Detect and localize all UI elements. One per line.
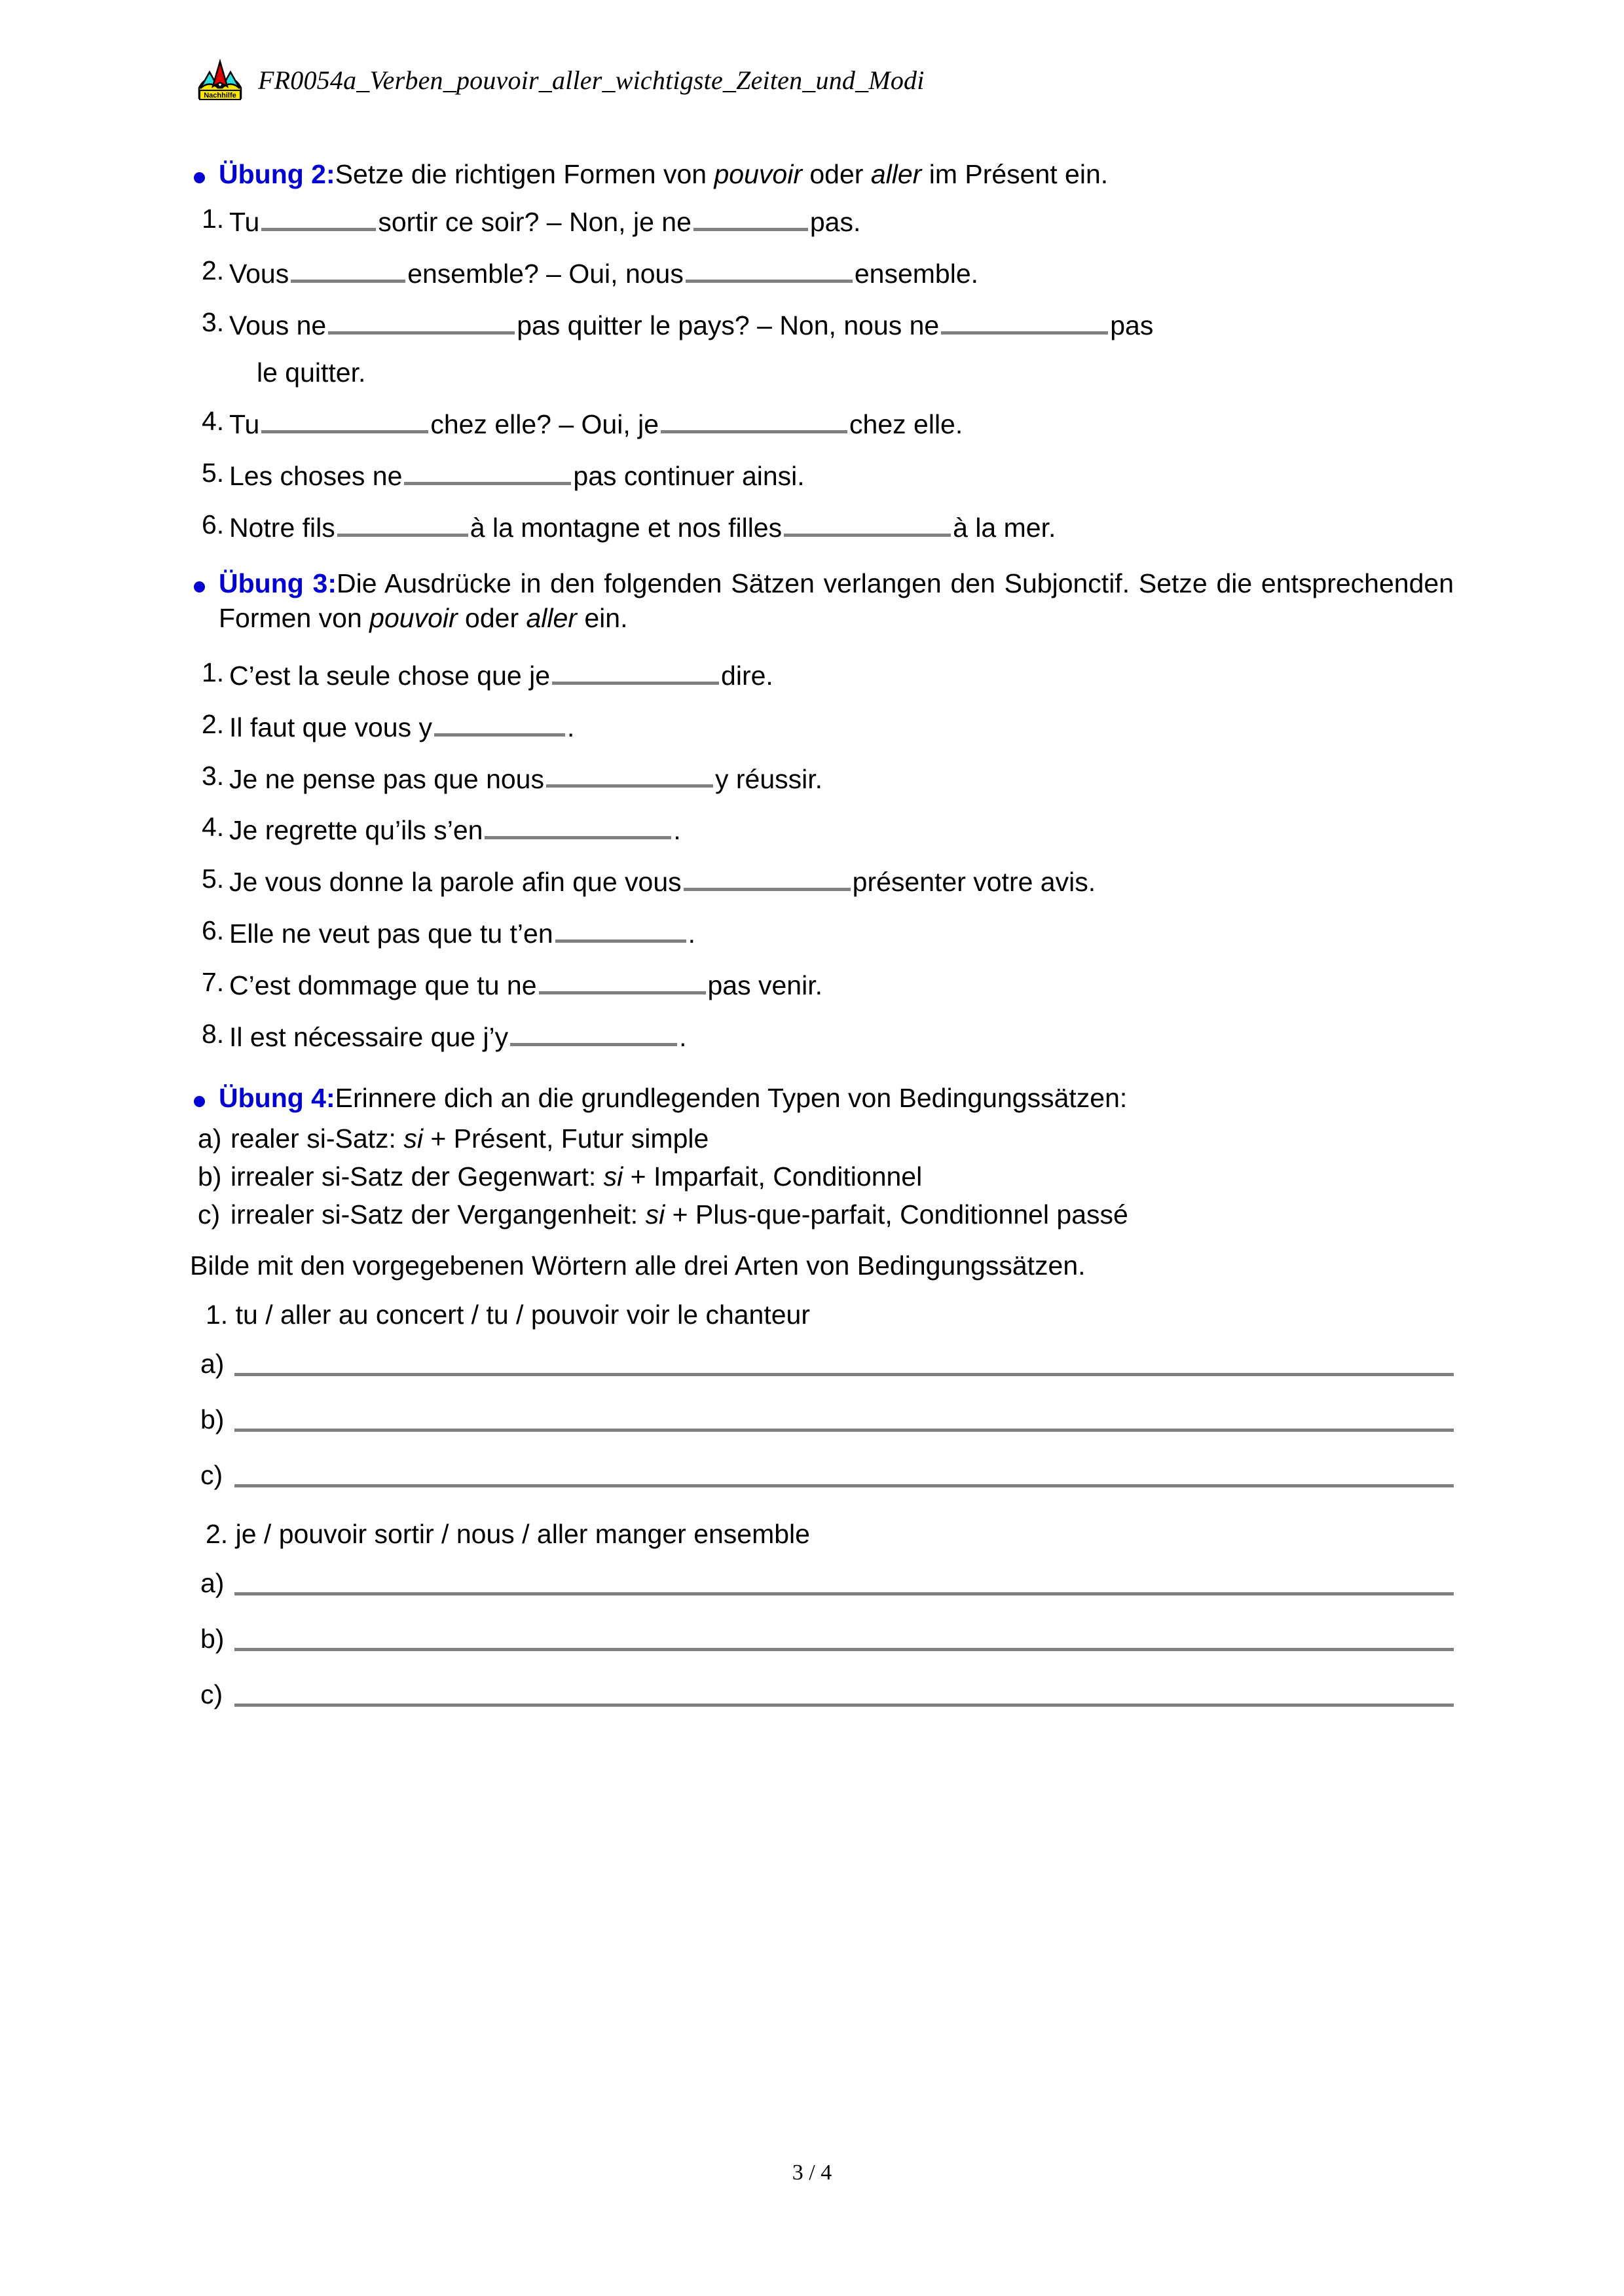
item-text-a: C’est dommage que tu ne	[229, 970, 537, 1001]
exercise-2-italic-1: pouvoir	[714, 159, 802, 189]
bullet-icon	[194, 172, 205, 183]
item-text-a: Tu	[229, 409, 260, 440]
type-text-after: + Imparfait, Conditionnel	[623, 1161, 923, 1192]
item-text-c: pas	[1110, 310, 1154, 341]
item-text-a: Tu	[229, 207, 260, 238]
item-text-c: à la mer.	[953, 513, 1056, 543]
fill-in-blank[interactable]	[539, 966, 706, 994]
item-text-b: à la montagne et nos filles	[470, 513, 783, 543]
worksheet-content	[190, 157, 1454, 1737]
exercise-2-prompt-2: oder	[802, 159, 871, 189]
item-text-b: .	[688, 919, 696, 949]
fill-in-blank[interactable]	[434, 708, 565, 737]
list-item	[190, 708, 1454, 744]
item-text-a: Vous ne	[229, 310, 327, 341]
document-title: FR0054a_Verben_pouvoir_aller_wichtigste_Zeiten_und_Modi	[258, 65, 925, 95]
task-number: 2.	[206, 1519, 229, 1550]
list-item	[190, 508, 1454, 544]
item-number: 1.	[202, 657, 225, 687]
exercise-3-heading	[190, 566, 1454, 636]
type-text-after: + Plus-que-parfait, Conditionnel passé	[665, 1199, 1128, 1230]
item-text-c: pas.	[809, 207, 861, 238]
fill-in-blank[interactable]	[485, 811, 671, 839]
type-text-before: realer si-Satz:	[231, 1123, 404, 1154]
exercise-4-heading	[190, 1081, 1454, 1116]
exercise-3-italic-2: aller	[526, 603, 577, 634]
exercise-3-label: Übung 3:	[219, 568, 337, 599]
exercise-3-items	[190, 656, 1454, 1054]
item-number: 3.	[202, 307, 225, 338]
list-item	[190, 966, 1454, 1002]
answer-letter: a)	[200, 1568, 225, 1599]
fill-in-blank[interactable]	[684, 862, 851, 891]
item-text-b: présenter votre avis.	[852, 867, 1096, 898]
exercise-2-items	[190, 202, 1454, 544]
item-text-b: chez elle? – Oui, je	[430, 409, 659, 440]
answer-row	[190, 1406, 1454, 1433]
item-text-c: chez elle.	[849, 409, 963, 440]
answer-row	[190, 1626, 1454, 1652]
list-item	[190, 862, 1454, 898]
item-text-b: .	[566, 712, 575, 742]
item-text-a: Il faut que vous y	[229, 712, 432, 742]
fill-in-blank[interactable]	[261, 405, 428, 433]
answer-letter: b)	[200, 1624, 225, 1654]
list-item	[190, 405, 1454, 441]
type-italic: si	[603, 1161, 623, 1192]
item-number: 3.	[202, 760, 225, 791]
item-number: 6.	[202, 509, 225, 540]
exercise-2-prompt-1: Setze die richtigen Formen von	[335, 159, 714, 189]
type-letter: c)	[198, 1199, 221, 1230]
type-letter: a)	[198, 1123, 222, 1154]
item-text-b: pas venir.	[707, 970, 822, 1001]
exercise-3-italic-1: pouvoir	[369, 603, 458, 634]
list-item	[190, 759, 1454, 795]
item-text-a: Elle ne veut pas que tu t’en	[229, 919, 553, 949]
task-line	[190, 1298, 1454, 1331]
item-number: 5.	[202, 458, 225, 488]
page-number: 3 / 4	[792, 2160, 832, 2185]
fill-in-blank[interactable]	[546, 759, 713, 788]
item-number: 5.	[202, 864, 225, 894]
item-text-a: Notre fils	[229, 513, 335, 543]
item-text-a: Il est nécessaire que j’y	[229, 1022, 509, 1053]
item-number: 2.	[202, 255, 225, 286]
type-italic: si	[403, 1123, 423, 1154]
item-number: 2.	[202, 708, 225, 739]
item-text-a: Je regrette qu’ils s’en	[229, 815, 483, 846]
list-item	[190, 656, 1454, 692]
answer-line[interactable]	[234, 1366, 1454, 1376]
fill-in-blank[interactable]	[510, 1017, 677, 1046]
item-text-b: ensemble? – Oui, nous	[407, 259, 684, 289]
item-number: 8.	[202, 1019, 225, 1049]
item-number: 6.	[202, 915, 225, 946]
fill-in-blank[interactable]	[784, 508, 951, 537]
answer-line[interactable]	[234, 1641, 1454, 1651]
exercise-4-instruction: Bilde mit den vorgegebenen Wörtern alle drei Arten von Bedingungssätzen.	[190, 1250, 1086, 1281]
bullet-icon	[194, 1096, 205, 1107]
item-number: 1.	[202, 204, 225, 234]
fill-in-blank[interactable]	[555, 914, 686, 943]
item-text-b: y réussir.	[715, 763, 823, 794]
fill-in-blank[interactable]	[291, 254, 405, 283]
list-item	[190, 811, 1454, 847]
fill-in-blank[interactable]	[337, 508, 468, 537]
exercise-3-prompt-3: ein.	[576, 603, 628, 634]
item-text-a: Je ne pense pas que nous	[229, 763, 544, 794]
list-item	[190, 456, 1454, 492]
list-item	[190, 202, 1454, 238]
list-item	[190, 1017, 1454, 1053]
exercise-4-label: Übung 4:	[219, 1083, 335, 1114]
type-text-before: irrealer si-Satz der Gegenwart:	[231, 1161, 604, 1192]
answer-letter: c)	[200, 1679, 223, 1710]
task-number: 1.	[206, 1300, 229, 1330]
item-text-b: pas continuer ainsi.	[573, 461, 805, 492]
list-item	[190, 306, 1454, 389]
answer-row	[190, 1462, 1454, 1489]
answer-line[interactable]	[234, 1478, 1454, 1487]
exercise-2-prompt-3: im Présent ein.	[921, 159, 1109, 189]
exercise-3-prompt-2: oder	[457, 603, 526, 634]
item-text-a: Vous	[229, 259, 289, 289]
fill-in-blank[interactable]	[552, 656, 719, 685]
type-text-after: + Présent, Futur simple	[422, 1123, 709, 1154]
item-text-b: dire.	[721, 660, 773, 691]
answer-row	[190, 1570, 1454, 1597]
list-item	[190, 254, 1454, 290]
item-number: 4.	[202, 812, 225, 843]
exercise-2-italic-2: aller	[870, 159, 922, 189]
fill-in-blank[interactable]	[693, 202, 808, 231]
fill-in-blank[interactable]	[686, 254, 853, 283]
answer-line[interactable]	[234, 1697, 1454, 1707]
answer-letter: c)	[200, 1460, 223, 1491]
task-text: tu / aller au concert / tu / pouvoir voir le chanteur	[235, 1300, 811, 1330]
task-text: je / pouvoir sortir / nous / aller manger ensemble	[235, 1519, 810, 1550]
item-text-b: pas quitter le pays? – Non, nous ne	[517, 310, 940, 341]
svg-text:Nachhilfe: Nachhilfe	[204, 92, 236, 100]
type-text-before: irrealer si-Satz der Vergangenheit:	[231, 1199, 646, 1230]
exercise-3-prompt-1: Die Ausdrücke in den folgenden Sätzen verlangen den Subjonctif. Setze die entsprechenden Formen von	[219, 568, 1454, 634]
exercise-4-prompt: Erinnere dich an die grundlegenden Typen von Bedingungssätzen:	[335, 1083, 1128, 1114]
answer-line[interactable]	[234, 1586, 1454, 1595]
exercise-2-label: Übung 2:	[219, 159, 335, 189]
list-item	[190, 1197, 1454, 1231]
bullet-icon	[194, 581, 205, 592]
item-text-b: sortir ce soir? – Non, je ne	[378, 207, 692, 238]
list-item	[190, 1159, 1454, 1194]
item-continuation: le quitter.	[257, 357, 366, 388]
page-footer	[0, 2160, 1624, 2185]
fill-in-blank[interactable]	[941, 306, 1108, 335]
fill-in-blank[interactable]	[661, 405, 847, 433]
type-letter: b)	[198, 1161, 222, 1192]
exercise-4-type-list	[190, 1121, 1454, 1232]
answer-row	[190, 1681, 1454, 1708]
fill-in-blank[interactable]	[261, 202, 376, 231]
answer-row	[190, 1351, 1454, 1377]
item-text-a: Je vous donne la parole afin que vous	[229, 867, 682, 898]
item-text-a: Les choses ne	[229, 461, 403, 492]
nachhilfe-logo-icon	[196, 58, 244, 102]
list-item	[190, 1121, 1454, 1156]
item-text-c: ensemble.	[854, 259, 979, 289]
item-text-b: .	[673, 815, 681, 846]
item-text-a: C’est la seule chose que je	[229, 660, 551, 691]
fill-in-blank[interactable]	[328, 306, 515, 335]
item-number: 4.	[202, 406, 225, 437]
item-number: 7.	[202, 967, 225, 998]
task-line	[190, 1518, 1454, 1550]
exercise-2-heading	[190, 157, 1454, 192]
fill-in-blank[interactable]	[404, 456, 571, 485]
list-item	[190, 914, 1454, 950]
type-italic: si	[645, 1199, 665, 1230]
answer-line[interactable]	[234, 1422, 1454, 1432]
answer-letter: b)	[200, 1404, 225, 1435]
answer-letter: a)	[200, 1349, 225, 1379]
item-text-b: .	[679, 1022, 687, 1053]
page-header	[196, 58, 925, 102]
